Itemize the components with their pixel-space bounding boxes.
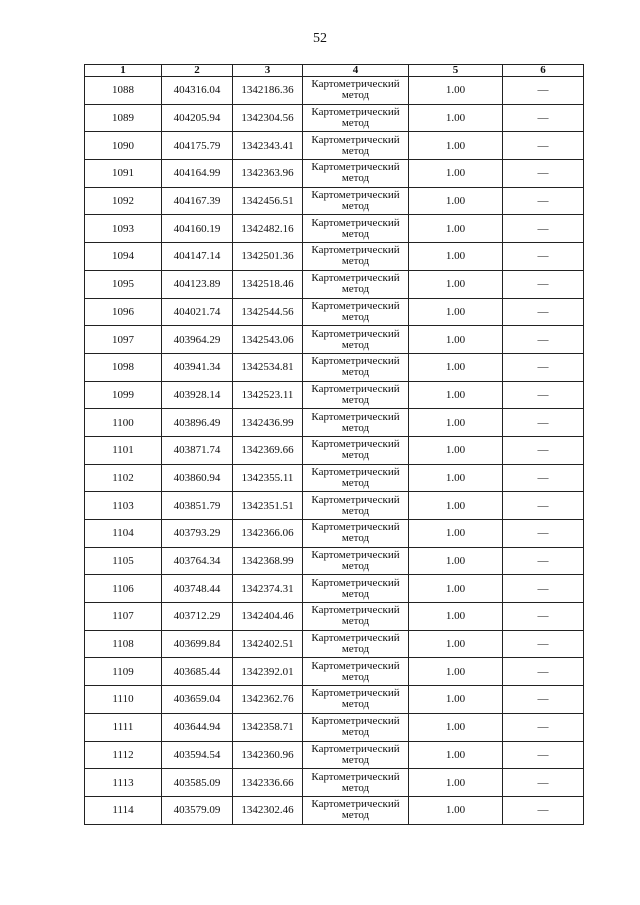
note-cell: — xyxy=(503,575,584,603)
y-coordinate-cell: 1342362.76 xyxy=(233,686,303,714)
table-row xyxy=(85,381,584,409)
method-line-1: Картометрический xyxy=(311,715,400,728)
accuracy-cell: 1.00 xyxy=(409,575,503,603)
y-coordinate-cell: 1342360.96 xyxy=(233,741,303,769)
y-coordinate-cell: 1342374.31 xyxy=(233,575,303,603)
note-cell: — xyxy=(503,187,584,215)
point-number-cell: 1098 xyxy=(85,353,162,381)
method-line-1: Картометрический xyxy=(311,161,400,174)
column-header: 6 xyxy=(503,65,584,77)
accuracy-cell: 1.00 xyxy=(409,603,503,631)
note-cell: — xyxy=(503,436,584,464)
table-row xyxy=(85,741,584,769)
method-line-1: Картометрический xyxy=(311,687,400,700)
method-line-2: метод xyxy=(341,449,370,462)
method-line-2: метод xyxy=(341,560,370,573)
point-number-cell: 1114 xyxy=(85,796,162,824)
y-coordinate-cell: 1342302.46 xyxy=(233,796,303,824)
note-cell: — xyxy=(503,492,584,520)
x-coordinate-cell: 403964.29 xyxy=(162,326,233,354)
point-number-cell: 1103 xyxy=(85,492,162,520)
accuracy-cell: 1.00 xyxy=(409,713,503,741)
table-row xyxy=(85,215,584,243)
accuracy-cell: 1.00 xyxy=(409,77,503,105)
note-cell: — xyxy=(503,270,584,298)
y-coordinate-cell: 1342543.06 xyxy=(233,326,303,354)
method-line-1: Картометрический xyxy=(311,438,400,451)
table-row xyxy=(85,630,584,658)
x-coordinate-cell: 403941.34 xyxy=(162,353,233,381)
point-number-cell: 1093 xyxy=(85,215,162,243)
point-number-cell: 1110 xyxy=(85,686,162,714)
note-cell: — xyxy=(503,381,584,409)
accuracy-cell: 1.00 xyxy=(409,215,503,243)
table-row xyxy=(85,243,584,271)
accuracy-cell: 1.00 xyxy=(409,769,503,797)
x-coordinate-cell: 403748.44 xyxy=(162,575,233,603)
method-line-1: Картометрический xyxy=(311,576,400,589)
method-line-1: Картометрический xyxy=(311,78,400,91)
y-coordinate-cell: 1342358.71 xyxy=(233,713,303,741)
point-number-cell: 1094 xyxy=(85,243,162,271)
y-coordinate-cell: 1342523.11 xyxy=(233,381,303,409)
x-coordinate-cell: 403871.74 xyxy=(162,436,233,464)
method-line-1: Картометрический xyxy=(311,493,400,506)
method-line-1: Картометрический xyxy=(311,327,400,340)
note-cell: — xyxy=(503,630,584,658)
x-coordinate-cell: 404205.94 xyxy=(162,104,233,132)
method-cell xyxy=(303,77,409,105)
method-line-2: метод xyxy=(341,670,370,683)
table-row xyxy=(85,547,584,575)
method-line-2: метод xyxy=(341,643,370,656)
y-coordinate-cell: 1342304.56 xyxy=(233,104,303,132)
table-row xyxy=(85,160,584,188)
method-cell xyxy=(303,187,409,215)
table-row xyxy=(85,436,584,464)
x-coordinate-cell: 403928.14 xyxy=(162,381,233,409)
method-cell xyxy=(303,713,409,741)
accuracy-cell: 1.00 xyxy=(409,409,503,437)
point-number-cell: 1107 xyxy=(85,603,162,631)
y-coordinate-cell: 1342368.99 xyxy=(233,547,303,575)
point-number-cell: 1089 xyxy=(85,104,162,132)
note-cell: — xyxy=(503,215,584,243)
y-coordinate-cell: 1342366.06 xyxy=(233,520,303,548)
x-coordinate-cell: 403585.09 xyxy=(162,769,233,797)
point-number-cell: 1106 xyxy=(85,575,162,603)
point-number-cell: 1104 xyxy=(85,520,162,548)
method-line-1: Картометрический xyxy=(311,272,400,285)
page-number: 52 xyxy=(313,31,327,46)
note-cell: — xyxy=(503,603,584,631)
method-cell xyxy=(303,464,409,492)
method-cell xyxy=(303,686,409,714)
method-line-1: Картометрический xyxy=(311,355,400,368)
point-number-cell: 1096 xyxy=(85,298,162,326)
table-row xyxy=(85,603,584,631)
method-cell xyxy=(303,658,409,686)
method-cell xyxy=(303,270,409,298)
table-row xyxy=(85,796,584,824)
column-header: 2 xyxy=(162,65,233,77)
x-coordinate-cell: 403594.54 xyxy=(162,741,233,769)
method-line-2: метод xyxy=(341,476,370,489)
x-coordinate-cell: 403896.49 xyxy=(162,409,233,437)
x-coordinate-cell: 403579.09 xyxy=(162,796,233,824)
x-coordinate-cell: 404164.99 xyxy=(162,160,233,188)
note-cell: — xyxy=(503,77,584,105)
method-line-2: метод xyxy=(341,227,370,240)
note-cell: — xyxy=(503,547,584,575)
point-number-cell: 1092 xyxy=(85,187,162,215)
accuracy-cell: 1.00 xyxy=(409,160,503,188)
table-row xyxy=(85,77,584,105)
method-line-1: Картометрический xyxy=(311,216,400,229)
method-line-1: Картометрический xyxy=(311,244,400,257)
method-cell xyxy=(303,298,409,326)
method-line-1: Картометрический xyxy=(311,299,400,312)
note-cell: — xyxy=(503,132,584,160)
table-row xyxy=(85,187,584,215)
method-cell xyxy=(303,409,409,437)
method-line-1: Картометрический xyxy=(311,798,400,811)
column-header: 1 xyxy=(85,65,162,77)
method-cell xyxy=(303,769,409,797)
method-line-2: метод xyxy=(341,615,370,628)
point-number-cell: 1100 xyxy=(85,409,162,437)
method-cell xyxy=(303,520,409,548)
column-header: 3 xyxy=(233,65,303,77)
y-coordinate-cell: 1342404.46 xyxy=(233,603,303,631)
note-cell: — xyxy=(503,409,584,437)
note-cell: — xyxy=(503,160,584,188)
method-cell xyxy=(303,575,409,603)
accuracy-cell: 1.00 xyxy=(409,658,503,686)
accuracy-cell: 1.00 xyxy=(409,353,503,381)
method-line-2: метод xyxy=(341,144,370,157)
method-cell xyxy=(303,603,409,631)
note-cell: — xyxy=(503,686,584,714)
table-body xyxy=(85,77,584,825)
coordinates-table xyxy=(84,64,584,825)
x-coordinate-cell: 403851.79 xyxy=(162,492,233,520)
method-cell xyxy=(303,132,409,160)
method-line-2: метод xyxy=(341,753,370,766)
accuracy-cell: 1.00 xyxy=(409,381,503,409)
table-row xyxy=(85,104,584,132)
y-coordinate-cell: 1342436.99 xyxy=(233,409,303,437)
method-line-2: метод xyxy=(341,504,370,517)
method-cell xyxy=(303,215,409,243)
method-cell xyxy=(303,381,409,409)
table-row xyxy=(85,464,584,492)
table-row xyxy=(85,132,584,160)
method-line-2: метод xyxy=(341,255,370,268)
method-cell xyxy=(303,160,409,188)
y-coordinate-cell: 1342186.36 xyxy=(233,77,303,105)
method-line-1: Картометрический xyxy=(311,410,400,423)
method-line-2: метод xyxy=(341,200,370,213)
note-cell: — xyxy=(503,243,584,271)
point-number-cell: 1109 xyxy=(85,658,162,686)
x-coordinate-cell: 404123.89 xyxy=(162,270,233,298)
x-coordinate-cell: 403644.94 xyxy=(162,713,233,741)
table-row xyxy=(85,520,584,548)
accuracy-cell: 1.00 xyxy=(409,686,503,714)
method-cell xyxy=(303,243,409,271)
method-cell xyxy=(303,741,409,769)
note-cell: — xyxy=(503,326,584,354)
table-row xyxy=(85,575,584,603)
y-coordinate-cell: 1342343.41 xyxy=(233,132,303,160)
method-line-2: метод xyxy=(341,781,370,794)
y-coordinate-cell: 1342534.81 xyxy=(233,353,303,381)
table-row xyxy=(85,713,584,741)
method-cell xyxy=(303,492,409,520)
method-line-1: Картометрический xyxy=(311,133,400,146)
table-row xyxy=(85,326,584,354)
method-line-2: метод xyxy=(341,532,370,545)
accuracy-cell: 1.00 xyxy=(409,187,503,215)
accuracy-cell: 1.00 xyxy=(409,436,503,464)
note-cell: — xyxy=(503,713,584,741)
method-line-2: метод xyxy=(341,338,370,351)
accuracy-cell: 1.00 xyxy=(409,132,503,160)
table-row xyxy=(85,270,584,298)
accuracy-cell: 1.00 xyxy=(409,104,503,132)
accuracy-cell: 1.00 xyxy=(409,547,503,575)
y-coordinate-cell: 1342355.11 xyxy=(233,464,303,492)
method-cell xyxy=(303,796,409,824)
table-row xyxy=(85,769,584,797)
note-cell: — xyxy=(503,520,584,548)
method-line-1: Картометрический xyxy=(311,632,400,645)
table-row xyxy=(85,686,584,714)
method-line-2: метод xyxy=(341,698,370,711)
point-number-cell: 1095 xyxy=(85,270,162,298)
method-line-2: метод xyxy=(341,310,370,323)
method-line-2: метод xyxy=(341,587,370,600)
note-cell: — xyxy=(503,796,584,824)
point-number-cell: 1112 xyxy=(85,741,162,769)
point-number-cell: 1108 xyxy=(85,630,162,658)
method-cell xyxy=(303,547,409,575)
x-coordinate-cell: 404167.39 xyxy=(162,187,233,215)
point-number-cell: 1088 xyxy=(85,77,162,105)
note-cell: — xyxy=(503,464,584,492)
point-number-cell: 1090 xyxy=(85,132,162,160)
accuracy-cell: 1.00 xyxy=(409,741,503,769)
x-coordinate-cell: 404147.14 xyxy=(162,243,233,271)
x-coordinate-cell: 404316.04 xyxy=(162,77,233,105)
method-cell xyxy=(303,104,409,132)
method-line-1: Картометрический xyxy=(311,382,400,395)
point-number-cell: 1091 xyxy=(85,160,162,188)
point-number-cell: 1111 xyxy=(85,713,162,741)
table-row xyxy=(85,353,584,381)
x-coordinate-cell: 403860.94 xyxy=(162,464,233,492)
y-coordinate-cell: 1342336.66 xyxy=(233,769,303,797)
method-line-1: Картометрический xyxy=(311,549,400,562)
point-number-cell: 1102 xyxy=(85,464,162,492)
method-line-1: Картометрический xyxy=(311,189,400,202)
method-line-2: метод xyxy=(341,366,370,379)
point-number-cell: 1113 xyxy=(85,769,162,797)
method-line-1: Картометрический xyxy=(311,604,400,617)
x-coordinate-cell: 404021.74 xyxy=(162,298,233,326)
x-coordinate-cell: 403764.34 xyxy=(162,547,233,575)
method-line-2: метод xyxy=(341,283,370,296)
note-cell: — xyxy=(503,769,584,797)
method-line-1: Картометрический xyxy=(311,521,400,534)
accuracy-cell: 1.00 xyxy=(409,298,503,326)
method-line-1: Картометрический xyxy=(311,465,400,478)
method-line-1: Картометрический xyxy=(311,106,400,119)
method-line-2: метод xyxy=(341,117,370,130)
note-cell: — xyxy=(503,104,584,132)
method-line-2: метод xyxy=(341,809,370,822)
method-line-1: Картометрический xyxy=(311,770,400,783)
method-cell xyxy=(303,630,409,658)
accuracy-cell: 1.00 xyxy=(409,243,503,271)
method-line-2: метод xyxy=(341,421,370,434)
method-line-2: метод xyxy=(341,726,370,739)
accuracy-cell: 1.00 xyxy=(409,630,503,658)
method-line-2: метод xyxy=(341,393,370,406)
accuracy-cell: 1.00 xyxy=(409,520,503,548)
y-coordinate-cell: 1342351.51 xyxy=(233,492,303,520)
y-coordinate-cell: 1342482.16 xyxy=(233,215,303,243)
x-coordinate-cell: 403685.44 xyxy=(162,658,233,686)
y-coordinate-cell: 1342501.36 xyxy=(233,243,303,271)
table-header-row xyxy=(85,65,584,77)
y-coordinate-cell: 1342392.01 xyxy=(233,658,303,686)
accuracy-cell: 1.00 xyxy=(409,464,503,492)
y-coordinate-cell: 1342402.51 xyxy=(233,630,303,658)
accuracy-cell: 1.00 xyxy=(409,326,503,354)
x-coordinate-cell: 403699.84 xyxy=(162,630,233,658)
point-number-cell: 1097 xyxy=(85,326,162,354)
x-coordinate-cell: 404160.19 xyxy=(162,215,233,243)
accuracy-cell: 1.00 xyxy=(409,796,503,824)
note-cell: — xyxy=(503,741,584,769)
y-coordinate-cell: 1342369.66 xyxy=(233,436,303,464)
point-number-cell: 1099 xyxy=(85,381,162,409)
note-cell: — xyxy=(503,658,584,686)
x-coordinate-cell: 403659.04 xyxy=(162,686,233,714)
point-number-cell: 1101 xyxy=(85,436,162,464)
method-line-1: Картометрический xyxy=(311,659,400,672)
table-row xyxy=(85,492,584,520)
x-coordinate-cell: 404175.79 xyxy=(162,132,233,160)
column-header: 4 xyxy=(303,65,409,77)
y-coordinate-cell: 1342544.56 xyxy=(233,298,303,326)
method-line-2: метод xyxy=(341,89,370,102)
column-header: 5 xyxy=(409,65,503,77)
point-number-cell: 1105 xyxy=(85,547,162,575)
table-row xyxy=(85,298,584,326)
accuracy-cell: 1.00 xyxy=(409,492,503,520)
table-row xyxy=(85,409,584,437)
y-coordinate-cell: 1342456.51 xyxy=(233,187,303,215)
x-coordinate-cell: 403712.29 xyxy=(162,603,233,631)
method-cell xyxy=(303,326,409,354)
y-coordinate-cell: 1342363.96 xyxy=(233,160,303,188)
method-cell xyxy=(303,353,409,381)
method-cell xyxy=(303,436,409,464)
y-coordinate-cell: 1342518.46 xyxy=(233,270,303,298)
note-cell: — xyxy=(503,298,584,326)
x-coordinate-cell: 403793.29 xyxy=(162,520,233,548)
accuracy-cell: 1.00 xyxy=(409,270,503,298)
method-line-2: метод xyxy=(341,172,370,185)
note-cell: — xyxy=(503,353,584,381)
table-row xyxy=(85,658,584,686)
method-line-1: Картометрический xyxy=(311,742,400,755)
